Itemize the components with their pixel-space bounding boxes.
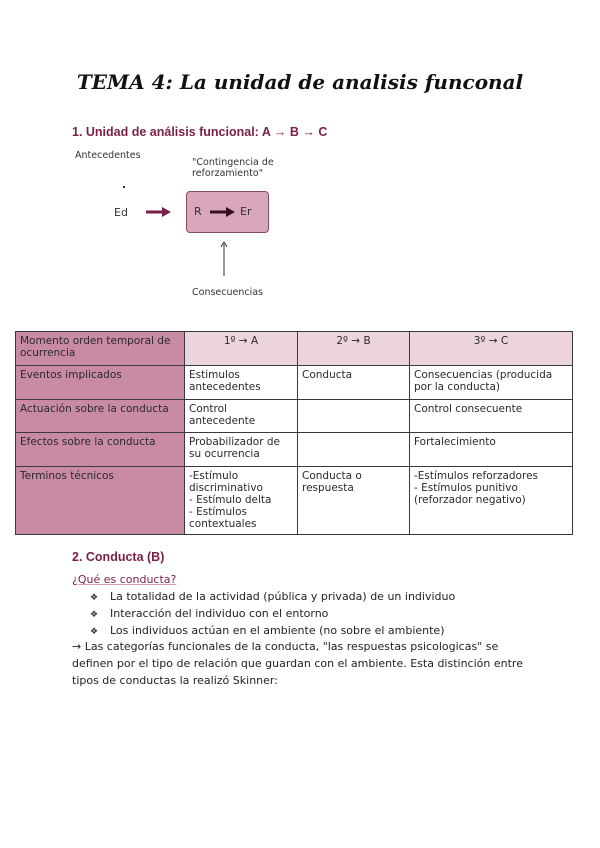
table-header-row [16,332,573,366]
list-item: ❖ Los individuos actúan en el ambiente (no sobre el ambiente) [90,624,445,637]
table-cell: Consecuencias (producida por la conducta) [410,366,573,400]
diamond-bullet-icon: ❖ [90,610,99,620]
diamond-bullet-icon: ❖ [90,627,99,637]
contingencia-label: "Contingencia de reforzamiento" [192,157,274,179]
diamond-bullet-icon: ❖ [90,593,99,603]
r-label: R [194,205,202,218]
table-cell: -Estímulo discriminativo - Estímulo delta - Estímulos contextuales [185,467,298,535]
ed-label: Ed [114,206,128,219]
table-cell: Control antecedente [185,400,298,433]
table-cell: -Estímulos reforzadores - Estímulos punitivo (reforzador negativo) [410,467,573,535]
table-row-label: Efectos sobre la conducta [16,433,185,467]
antecedentes-label: Antecedentes [75,150,141,161]
section-1-heading: 1. Unidad de análisis funcional: A → B → C [72,125,328,139]
functional-analysis-table [15,331,573,535]
r-er-arrow-icon [210,207,236,217]
table-row-label: Actuación sobre la conducta [16,400,185,433]
table-cell: Conducta o respuesta [298,467,410,535]
body-paragraph: → Las categorías funcionales de la conducta, "las respuestas psicologicas" se definen por el tipo de relación que guardan con el ambiente. Esta distinción entre tipos de conductas la realizó Skinner: [72,640,523,687]
table-row [16,467,573,535]
table-row [16,366,573,400]
table-row [16,433,573,467]
table-cell: Estimulos antecedentes [185,366,298,400]
table-header-cell: 1º → A [185,332,298,366]
table-cell: Control consecuente [410,400,573,433]
table-cell: Probabilizador de su ocurrencia [185,433,298,467]
table-header-cell: Momento orden temporal de ocurrencia [16,332,185,366]
table-row-label: Eventos implicados [16,366,185,400]
table-header-cell: 3º → C [410,332,573,366]
question-heading: ¿Qué es conducta? [72,573,177,586]
table-cell [298,433,410,467]
tick-mark [123,186,125,188]
list-item: ❖ La totalidad de la actividad (pública y privada) de un individuo [90,590,456,603]
er-label: Er [240,205,252,218]
table-header-cell: 2º → B [298,332,410,366]
ed-arrow-icon [146,207,172,217]
table-cell: Fortalecimiento [410,433,573,467]
up-arrow-icon [219,240,229,276]
page-title: TEMA 4: La unidad de analisis funconal [76,70,524,94]
section-2-heading: 2. Conducta (B) [72,550,165,564]
table-row [16,400,573,433]
table-cell [298,400,410,433]
consecuencias-label: Consecuencias [192,287,264,298]
list-item: ❖ Interacción del individuo con el entorno [90,607,329,620]
table-cell: Conducta [298,366,410,400]
table-row-label: Terminos técnicos [16,467,185,535]
